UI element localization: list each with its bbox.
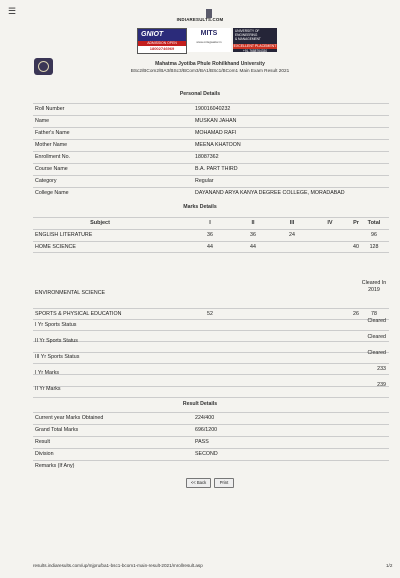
result-value: 224/400: [195, 415, 215, 421]
detail-value: B.A. PART THIRD: [195, 166, 238, 172]
detail-label: Father's Name: [35, 130, 70, 136]
marks-column-header: IV: [327, 220, 333, 226]
ad-uni-line2: ENGINEERING: [235, 33, 258, 37]
extra-value: Cleared: [367, 350, 386, 356]
subject-name: ENGLISH LITERATURE: [35, 232, 93, 238]
result-row: [33, 436, 389, 448]
ad-university[interactable]: [233, 28, 277, 52]
result-label: Division: [35, 451, 54, 457]
table-divider: [33, 363, 389, 364]
marks-column-header: Pr: [353, 220, 359, 226]
detail-row: [33, 163, 389, 175]
footer-url: results.indiaresults.com/up/mjpru/ba1-bsc1-bcom1-main-result-2021/mrollresult.asp: [33, 563, 203, 568]
marks-column-header: Total: [367, 220, 381, 226]
extra-value: Cleared: [367, 318, 386, 324]
ad-uni-line3: & MANAGEMENT: [235, 37, 261, 41]
site-title[interactable]: INDIARESULTS.COM: [176, 17, 224, 22]
university-logo: [34, 58, 53, 75]
result-label: Grand Total Marks: [35, 427, 79, 433]
detail-row: [33, 127, 389, 139]
ad-mits[interactable]: [187, 28, 231, 52]
table-divider: [33, 241, 389, 242]
detail-row: [33, 139, 389, 151]
subject-mark-ii: 44: [250, 244, 256, 250]
subject-mark-pr: 26: [353, 311, 359, 317]
ad-gniot-name: GNIOT: [138, 29, 186, 41]
detail-label: College Name: [35, 190, 69, 196]
result-value: 696/1200: [195, 427, 218, 433]
detail-label: Name: [35, 118, 50, 124]
extra-label: I Yr Sports Status: [35, 322, 77, 328]
exam-name: BSc2/BCom2/BA3/BSc3/BCom3/BA1/BSc1/BCom1 Main Exam Result 2021: [130, 68, 290, 73]
detail-row: [33, 115, 389, 127]
print-button[interactable]: Print: [214, 478, 234, 488]
subject-mark-ii: 36: [250, 232, 256, 238]
subject-mark-i: 52: [207, 311, 213, 317]
back-button[interactable]: << Back: [186, 478, 211, 488]
subject-mark-total: 78: [371, 311, 377, 317]
ad-uni-line1: UNIVERSITY OF: [235, 29, 260, 33]
ad-gniot[interactable]: [137, 28, 187, 54]
ad-uni-tag: EXCELLENT PLACEMENT: [233, 44, 277, 48]
hamburger-icon[interactable]: ☰: [8, 6, 17, 16]
table-divider: [33, 341, 389, 342]
subject-mark-i: 44: [207, 244, 213, 250]
result-row: [33, 424, 389, 436]
marks-column-header: III: [289, 220, 295, 226]
detail-row: [33, 187, 389, 199]
result-row: [33, 460, 389, 472]
detail-value: DAYANAND ARYA KANYA DEGREE COLLEGE, MORADABAD: [195, 190, 345, 196]
subject-mark-total: 96: [371, 232, 377, 238]
subject-name: SPORTS & PHYSICAL EDUCATION: [35, 311, 122, 317]
detail-row: [33, 151, 389, 163]
table-divider: [33, 252, 389, 253]
extra-value: 239: [377, 382, 386, 388]
marks-column-header: II: [251, 220, 255, 226]
result-value: PASS: [195, 439, 209, 445]
subject-total: Cleared In 2019: [361, 280, 387, 293]
ad-banners: [137, 28, 277, 52]
detail-label: Enrollment No.: [35, 154, 71, 160]
table-divider: [33, 374, 389, 375]
extra-label: II Yr Marks: [35, 386, 61, 392]
extra-label: III Yr Sports Status: [35, 354, 80, 360]
detail-label: Mother Name: [35, 142, 68, 148]
marks-details-heading: Marks Details: [183, 204, 217, 210]
result-row: [33, 412, 389, 424]
ad-uni-phone: +91-7688764330: [242, 49, 268, 53]
table-divider: [33, 308, 389, 309]
extra-label: I Yr Marks: [35, 370, 60, 376]
detail-label: Category: [35, 178, 57, 184]
result-value: SECOND: [195, 451, 218, 457]
subject-name: HOME SCIENCE: [35, 244, 76, 250]
detail-label: Roll Number: [35, 106, 65, 112]
detail-row: [33, 175, 389, 187]
table-divider: [33, 330, 389, 331]
marks-column-header: I: [209, 220, 211, 226]
detail-value: Regular: [195, 178, 214, 184]
subject-mark-total: 128: [369, 244, 379, 250]
result-row: [33, 448, 389, 460]
table-divider: [33, 217, 389, 218]
ad-mits-url: www.mitsgwalior.in: [196, 40, 222, 44]
extra-value: 233: [377, 366, 386, 372]
ad-gniot-phone: 18002746969: [149, 46, 175, 51]
ad-gniot-tag: ADMISSION OPEN: [138, 41, 186, 46]
detail-value: MOHAMAD RAFI: [195, 130, 237, 136]
table-divider: [33, 229, 389, 230]
result-label: Current year Marks Obtained: [35, 415, 104, 421]
detail-value: MUSKAN JAHAN: [195, 118, 237, 124]
result-details-table: [33, 412, 389, 472]
personal-details-heading: Personal Details: [179, 91, 221, 97]
detail-row: [33, 103, 389, 115]
result-label: Remarks (If Any): [35, 463, 75, 469]
footer-page-number: 1/2: [386, 563, 393, 568]
result-label: Result: [35, 439, 51, 445]
marks-column-header: Subject: [90, 220, 110, 226]
ad-mits-name: MITS: [200, 30, 218, 37]
extra-value: Cleared: [367, 334, 386, 340]
detail-value: 18087362: [195, 154, 219, 160]
subject-mark-pr: 40: [353, 244, 359, 250]
table-divider: [33, 397, 389, 398]
extra-label: II Yr Sports Status: [35, 338, 78, 344]
subject-mark-i: 36: [207, 232, 213, 238]
result-details-heading: Result Details: [182, 401, 218, 407]
detail-value: MEENA KHATOON: [195, 142, 241, 148]
personal-details-table: [33, 103, 389, 199]
detail-value: 190016040232: [195, 106, 231, 112]
subject-mark-iii: 24: [289, 232, 295, 238]
detail-label: Course Name: [35, 166, 68, 172]
subject-name: ENVIRONMENTAL SCIENCE: [35, 290, 106, 296]
university-name: Mahatma Jyotiba Phule Rohilkhand University: [155, 61, 265, 67]
